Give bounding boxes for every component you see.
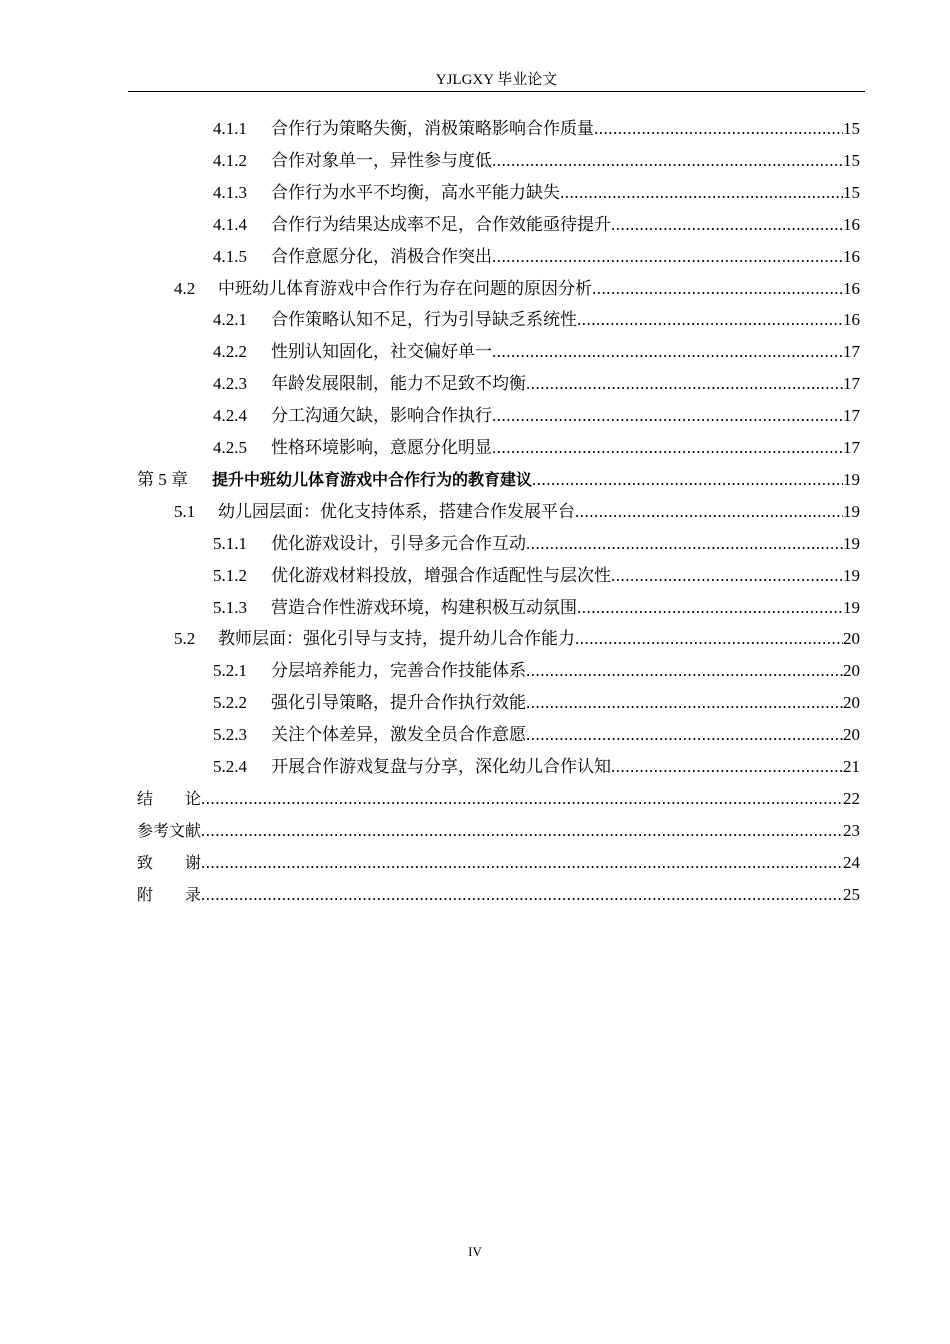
toc-dot-leader bbox=[592, 276, 843, 302]
toc-entry-title: 参考文献 bbox=[137, 820, 202, 840]
toc-entry-number: 4.1.4 bbox=[213, 214, 247, 234]
toc-entry-number: 第 5 章 bbox=[137, 469, 188, 489]
toc-entry-page: 23 bbox=[843, 820, 860, 840]
toc-dot-leader bbox=[526, 371, 843, 397]
toc-entry[interactable] bbox=[213, 658, 860, 684]
toc-dot-leader bbox=[575, 626, 843, 652]
toc-dot-leader bbox=[526, 722, 843, 748]
toc-entry-number: 5.2.3 bbox=[213, 725, 247, 745]
toc-entry-page: 21 bbox=[843, 757, 860, 776]
toc-entry-number: 5.1.2 bbox=[213, 565, 247, 585]
toc-entry-title: 合作行为水平不均衡，高水平能力缺失 bbox=[271, 182, 560, 202]
toc-entry-page: 15 bbox=[843, 182, 860, 202]
toc-entry-title: 优化游戏设计，引导多元合作互动 bbox=[271, 533, 526, 553]
toc-entry[interactable] bbox=[174, 499, 860, 525]
toc-dot-leader bbox=[526, 658, 843, 684]
toc-entry[interactable] bbox=[213, 339, 860, 365]
toc-entry-title: 关注个体差异，激发全员合作意愿 bbox=[271, 725, 526, 745]
toc-dot-leader bbox=[201, 850, 843, 876]
toc-entry[interactable] bbox=[213, 531, 860, 557]
toc-dot-leader bbox=[575, 499, 843, 525]
toc-entry-number: 4.1.5 bbox=[213, 246, 247, 266]
header-divider bbox=[128, 91, 865, 92]
toc-entry-title: 性别认知固化，社交偏好单一 bbox=[271, 342, 492, 362]
toc-entry-page: 16 bbox=[843, 214, 860, 234]
toc-entry-title: 分层培养能力，完善合作技能体系 bbox=[271, 661, 526, 681]
toc-dot-leader bbox=[577, 595, 843, 621]
toc-entry-page: 16 bbox=[843, 278, 860, 298]
toc-entry-number: 5.1.3 bbox=[213, 597, 247, 617]
toc-entry[interactable] bbox=[213, 754, 860, 780]
toc-entry[interactable] bbox=[137, 850, 860, 876]
toc-entry-title: 年龄发展限制，能力不足致不均衡 bbox=[271, 374, 526, 394]
toc-entry-title: 合作意愿分化，消极合作突出 bbox=[271, 246, 492, 266]
toc-entry[interactable] bbox=[137, 818, 860, 844]
toc-entry-number: 4.2.4 bbox=[213, 406, 247, 426]
toc-entry-number: 4.2.1 bbox=[213, 310, 247, 330]
toc-entry-page: 15 bbox=[843, 150, 860, 170]
toc-dot-leader bbox=[560, 180, 843, 206]
toc-dot-leader bbox=[594, 116, 843, 142]
toc-entry-page: 16 bbox=[843, 310, 860, 330]
toc-entry[interactable] bbox=[137, 786, 860, 812]
toc-entry-title: 提升中班幼儿体育游戏中合作行为的教育建议 bbox=[212, 469, 533, 489]
toc-entry-page: 20 bbox=[843, 693, 860, 713]
toc-entry-number: 4.2.2 bbox=[213, 342, 247, 362]
toc-entry-page: 19 bbox=[843, 501, 860, 521]
toc-entry[interactable] bbox=[213, 116, 860, 142]
toc-entry-page: 19 bbox=[843, 565, 860, 585]
toc-dot-leader bbox=[492, 403, 843, 429]
toc-entry-number: 4.1.3 bbox=[213, 182, 247, 202]
toc-entry-number: 5.1 bbox=[174, 501, 196, 521]
toc-entry[interactable] bbox=[213, 148, 860, 174]
toc-dot-leader bbox=[526, 531, 843, 557]
toc-entry-page: 17 bbox=[843, 342, 860, 362]
toc-entry-title: 分工沟通欠缺，影响合作执行 bbox=[271, 406, 492, 426]
toc-entry[interactable] bbox=[137, 882, 860, 908]
toc-entry-title: 附 录 bbox=[137, 884, 202, 904]
toc-entry-title: 优化游戏材料投放，增强合作适配性与层次性 bbox=[271, 565, 611, 585]
toc-entry-number: 4.2.3 bbox=[213, 374, 247, 394]
toc-dot-leader bbox=[611, 563, 843, 589]
toc-dot-leader bbox=[532, 467, 843, 493]
toc-entry[interactable] bbox=[213, 180, 860, 206]
toc-entry[interactable] bbox=[213, 403, 860, 429]
toc-entry-page: 19 bbox=[843, 597, 860, 617]
toc-entry-number: 5.2 bbox=[174, 629, 196, 649]
toc-entry[interactable] bbox=[213, 307, 860, 333]
toc-entry-number: 4.1.1 bbox=[213, 119, 247, 138]
toc-dot-leader bbox=[611, 754, 843, 780]
toc-entry-page: 19 bbox=[843, 469, 860, 489]
toc-entry-number: 5.2.4 bbox=[213, 757, 247, 776]
toc-entry[interactable] bbox=[174, 276, 860, 302]
toc-dot-leader bbox=[611, 212, 843, 238]
toc-entry-page: 16 bbox=[843, 246, 860, 266]
toc-entry-page: 17 bbox=[843, 438, 860, 457]
toc-entry[interactable] bbox=[213, 722, 860, 748]
toc-entry-title: 教师层面：强化引导与支持，提升幼儿合作能力 bbox=[218, 629, 575, 649]
toc-entry-title: 致 谢 bbox=[137, 852, 202, 872]
toc-entry-page: 19 bbox=[843, 533, 860, 553]
toc-entry-title: 开展合作游戏复盘与分享，深化幼儿合作认知 bbox=[271, 757, 611, 776]
toc-entry-page: 22 bbox=[843, 788, 860, 808]
toc-entry-title: 合作策略认知不足，行为引导缺乏系统性 bbox=[271, 310, 577, 330]
toc-entry-page: 20 bbox=[843, 661, 860, 681]
toc-dot-leader bbox=[492, 244, 843, 270]
toc-dot-leader bbox=[492, 435, 843, 461]
toc-entry-title: 合作行为结果达成率不足，合作效能亟待提升 bbox=[271, 214, 611, 234]
toc-entry-title: 合作对象单一，异性参与度低 bbox=[271, 150, 492, 170]
toc-dot-leader bbox=[201, 882, 843, 908]
toc-entry[interactable] bbox=[213, 371, 860, 397]
toc-entry[interactable] bbox=[137, 467, 860, 493]
toc-entry-number: 4.1.2 bbox=[213, 150, 247, 170]
toc-entry-page: 24 bbox=[843, 852, 860, 872]
toc-entry-number: 5.2.2 bbox=[213, 693, 247, 713]
toc-dot-leader bbox=[492, 339, 843, 365]
toc-entry-title: 性格环境影响，意愿分化明显 bbox=[271, 438, 492, 457]
toc-entry-title: 营造合作性游戏环境，构建积极互动氛围 bbox=[271, 597, 577, 617]
toc-entry-page: 20 bbox=[843, 629, 860, 649]
toc-entry-page: 15 bbox=[843, 119, 860, 138]
toc-entry-number: 4.2.5 bbox=[213, 438, 247, 457]
toc-dot-leader bbox=[492, 148, 843, 174]
toc-entry-title: 幼儿园层面：优化支持体系，搭建合作发展平台 bbox=[218, 501, 575, 521]
toc-entry[interactable] bbox=[213, 595, 860, 621]
page-number: IV bbox=[468, 1244, 482, 1259]
toc-entry-title: 强化引导策略，提升合作执行效能 bbox=[271, 693, 526, 713]
toc-dot-leader bbox=[577, 307, 843, 333]
toc-entry-number: 5.1.1 bbox=[213, 533, 247, 553]
toc-entry-page: 17 bbox=[843, 374, 860, 394]
running-header: YJLGXY 毕业论文 bbox=[435, 72, 558, 88]
toc-dot-leader bbox=[201, 818, 843, 844]
toc-entry-title: 合作行为策略失衡，消极策略影响合作质量 bbox=[271, 119, 594, 138]
toc-entry[interactable] bbox=[174, 626, 860, 652]
toc-entry[interactable] bbox=[213, 435, 860, 461]
toc-entry[interactable] bbox=[213, 212, 860, 238]
toc-entry-page: 25 bbox=[843, 884, 860, 904]
toc-dot-leader bbox=[526, 690, 843, 716]
toc-entry-title: 中班幼儿体育游戏中合作行为存在问题的原因分析 bbox=[218, 278, 592, 298]
toc-entry[interactable] bbox=[213, 244, 860, 270]
toc-entry-number: 4.2 bbox=[174, 278, 196, 298]
toc-dot-leader bbox=[201, 786, 843, 812]
toc-entry-page: 17 bbox=[843, 406, 860, 426]
toc-entry[interactable] bbox=[213, 690, 860, 716]
toc-entry-title: 结 论 bbox=[137, 788, 202, 808]
toc-entry-page: 20 bbox=[843, 725, 860, 745]
toc-entry[interactable] bbox=[213, 563, 860, 589]
toc-entry-number: 5.2.1 bbox=[213, 661, 247, 681]
